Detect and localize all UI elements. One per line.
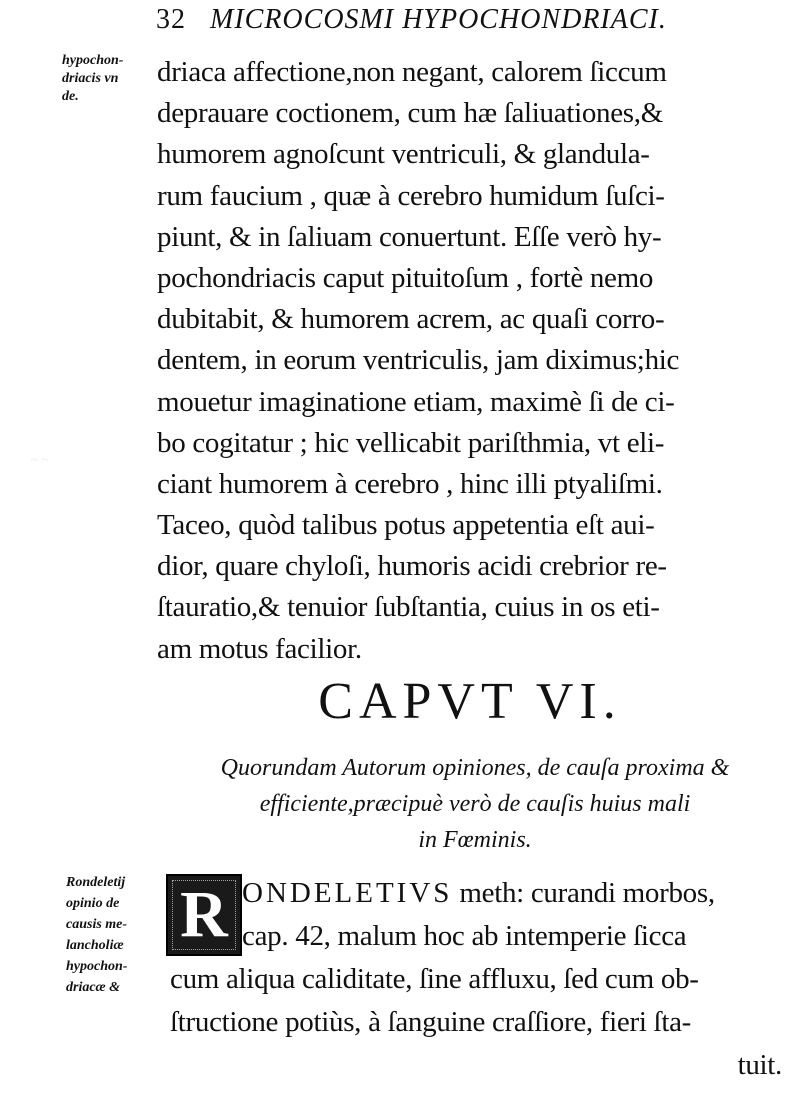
text-line: bo cogitatur ; hic vellicabit pariſthmia, vt eli- xyxy=(157,426,665,459)
text-line: mouetur imaginatione etiam, maximè ſi de ci- xyxy=(157,385,675,418)
initial-letter: R xyxy=(180,878,228,951)
text-line: ſtructione potiùs, à ſanguine craſſiore, fieri ſta- xyxy=(170,1006,692,1038)
margin-note-line: driacis vn xyxy=(62,71,119,86)
running-header xyxy=(156,4,766,36)
subtitle-line: Quorundam Autorum opiniones, de cauſa proxima & xyxy=(220,755,730,781)
text-line: ciant humorem à cerebro , hinc illi ptyaliſmi. xyxy=(157,467,663,500)
margin-note-line: hypochon- xyxy=(66,959,128,974)
margin-note-line: Rondeletij xyxy=(66,875,126,890)
subtitle-line: in Fœminis. xyxy=(418,827,532,853)
first-line-rest: meth: curandi morbos, xyxy=(452,877,715,909)
chapter-subtitle xyxy=(160,750,790,858)
bleed-through-marks: ~ ~ xyxy=(30,453,49,468)
text-line: dentem, in eorum ventriculis, jam diximus;hic xyxy=(157,344,680,377)
margin-note-line: causis me- xyxy=(66,917,128,932)
margin-note-line: lancholiæ xyxy=(66,938,124,953)
first-word: ONDELETIVS xyxy=(242,877,453,909)
text-line: dior, quare chyloſi, humoris acidi crebrior re- xyxy=(157,550,667,583)
margin-note-line: opinio de xyxy=(66,896,120,911)
text-line: Taceo, quòd talibus potus appetentia eſt aui- xyxy=(157,509,655,542)
text-line: pochondriacis caput pituitoſum , fortè nemo xyxy=(157,261,654,294)
text-line: humorem agnoſcunt ventriculi, & glandula- xyxy=(157,138,650,171)
text-line: ſtauratio,& tenuior ſubſtantia, cuius in os eti- xyxy=(157,591,660,624)
main-text xyxy=(157,52,787,670)
text-line: deprauare coctionem, cum hæ ſaliuationes,& xyxy=(157,97,664,130)
margin-note-line: driacæ & xyxy=(66,980,121,995)
text-line xyxy=(170,872,790,915)
text-line: rum faucium , quæ à cerebro humidum ſuſci- xyxy=(157,179,665,212)
margin-note-bottom xyxy=(66,872,127,998)
page-number: 32 xyxy=(156,4,186,35)
margin-note-line: hypochon- xyxy=(62,53,124,68)
text-line: cap. 42, malum hoc ab intemperie ſicca xyxy=(242,920,687,952)
margin-note-top xyxy=(62,52,123,106)
text-line: driaca affectione,non negant, calorem ſiccum xyxy=(157,56,667,88)
text-line: am motus facilior. xyxy=(157,632,362,665)
text-line: cum aliqua caliditate, ſine affluxu, ſed cum ob- xyxy=(170,963,699,995)
subtitle-line: efficiente,præcipuè verò de cauſis huius mali xyxy=(259,791,691,817)
running-title: MICROCOSMI HYPOCHONDRIACI. xyxy=(210,4,667,35)
text-line: tuit. xyxy=(737,1049,782,1081)
text-line: dubitabit, & humorem acrem, ac quaſi corro- xyxy=(157,303,665,336)
chapter-title: CAPVT VI. xyxy=(318,673,622,730)
margin-note-line: de. xyxy=(62,89,79,104)
text-line: piunt, & in ſaliuam conuertunt. Eſſe verò hy- xyxy=(157,220,662,253)
section-text xyxy=(170,872,790,1087)
